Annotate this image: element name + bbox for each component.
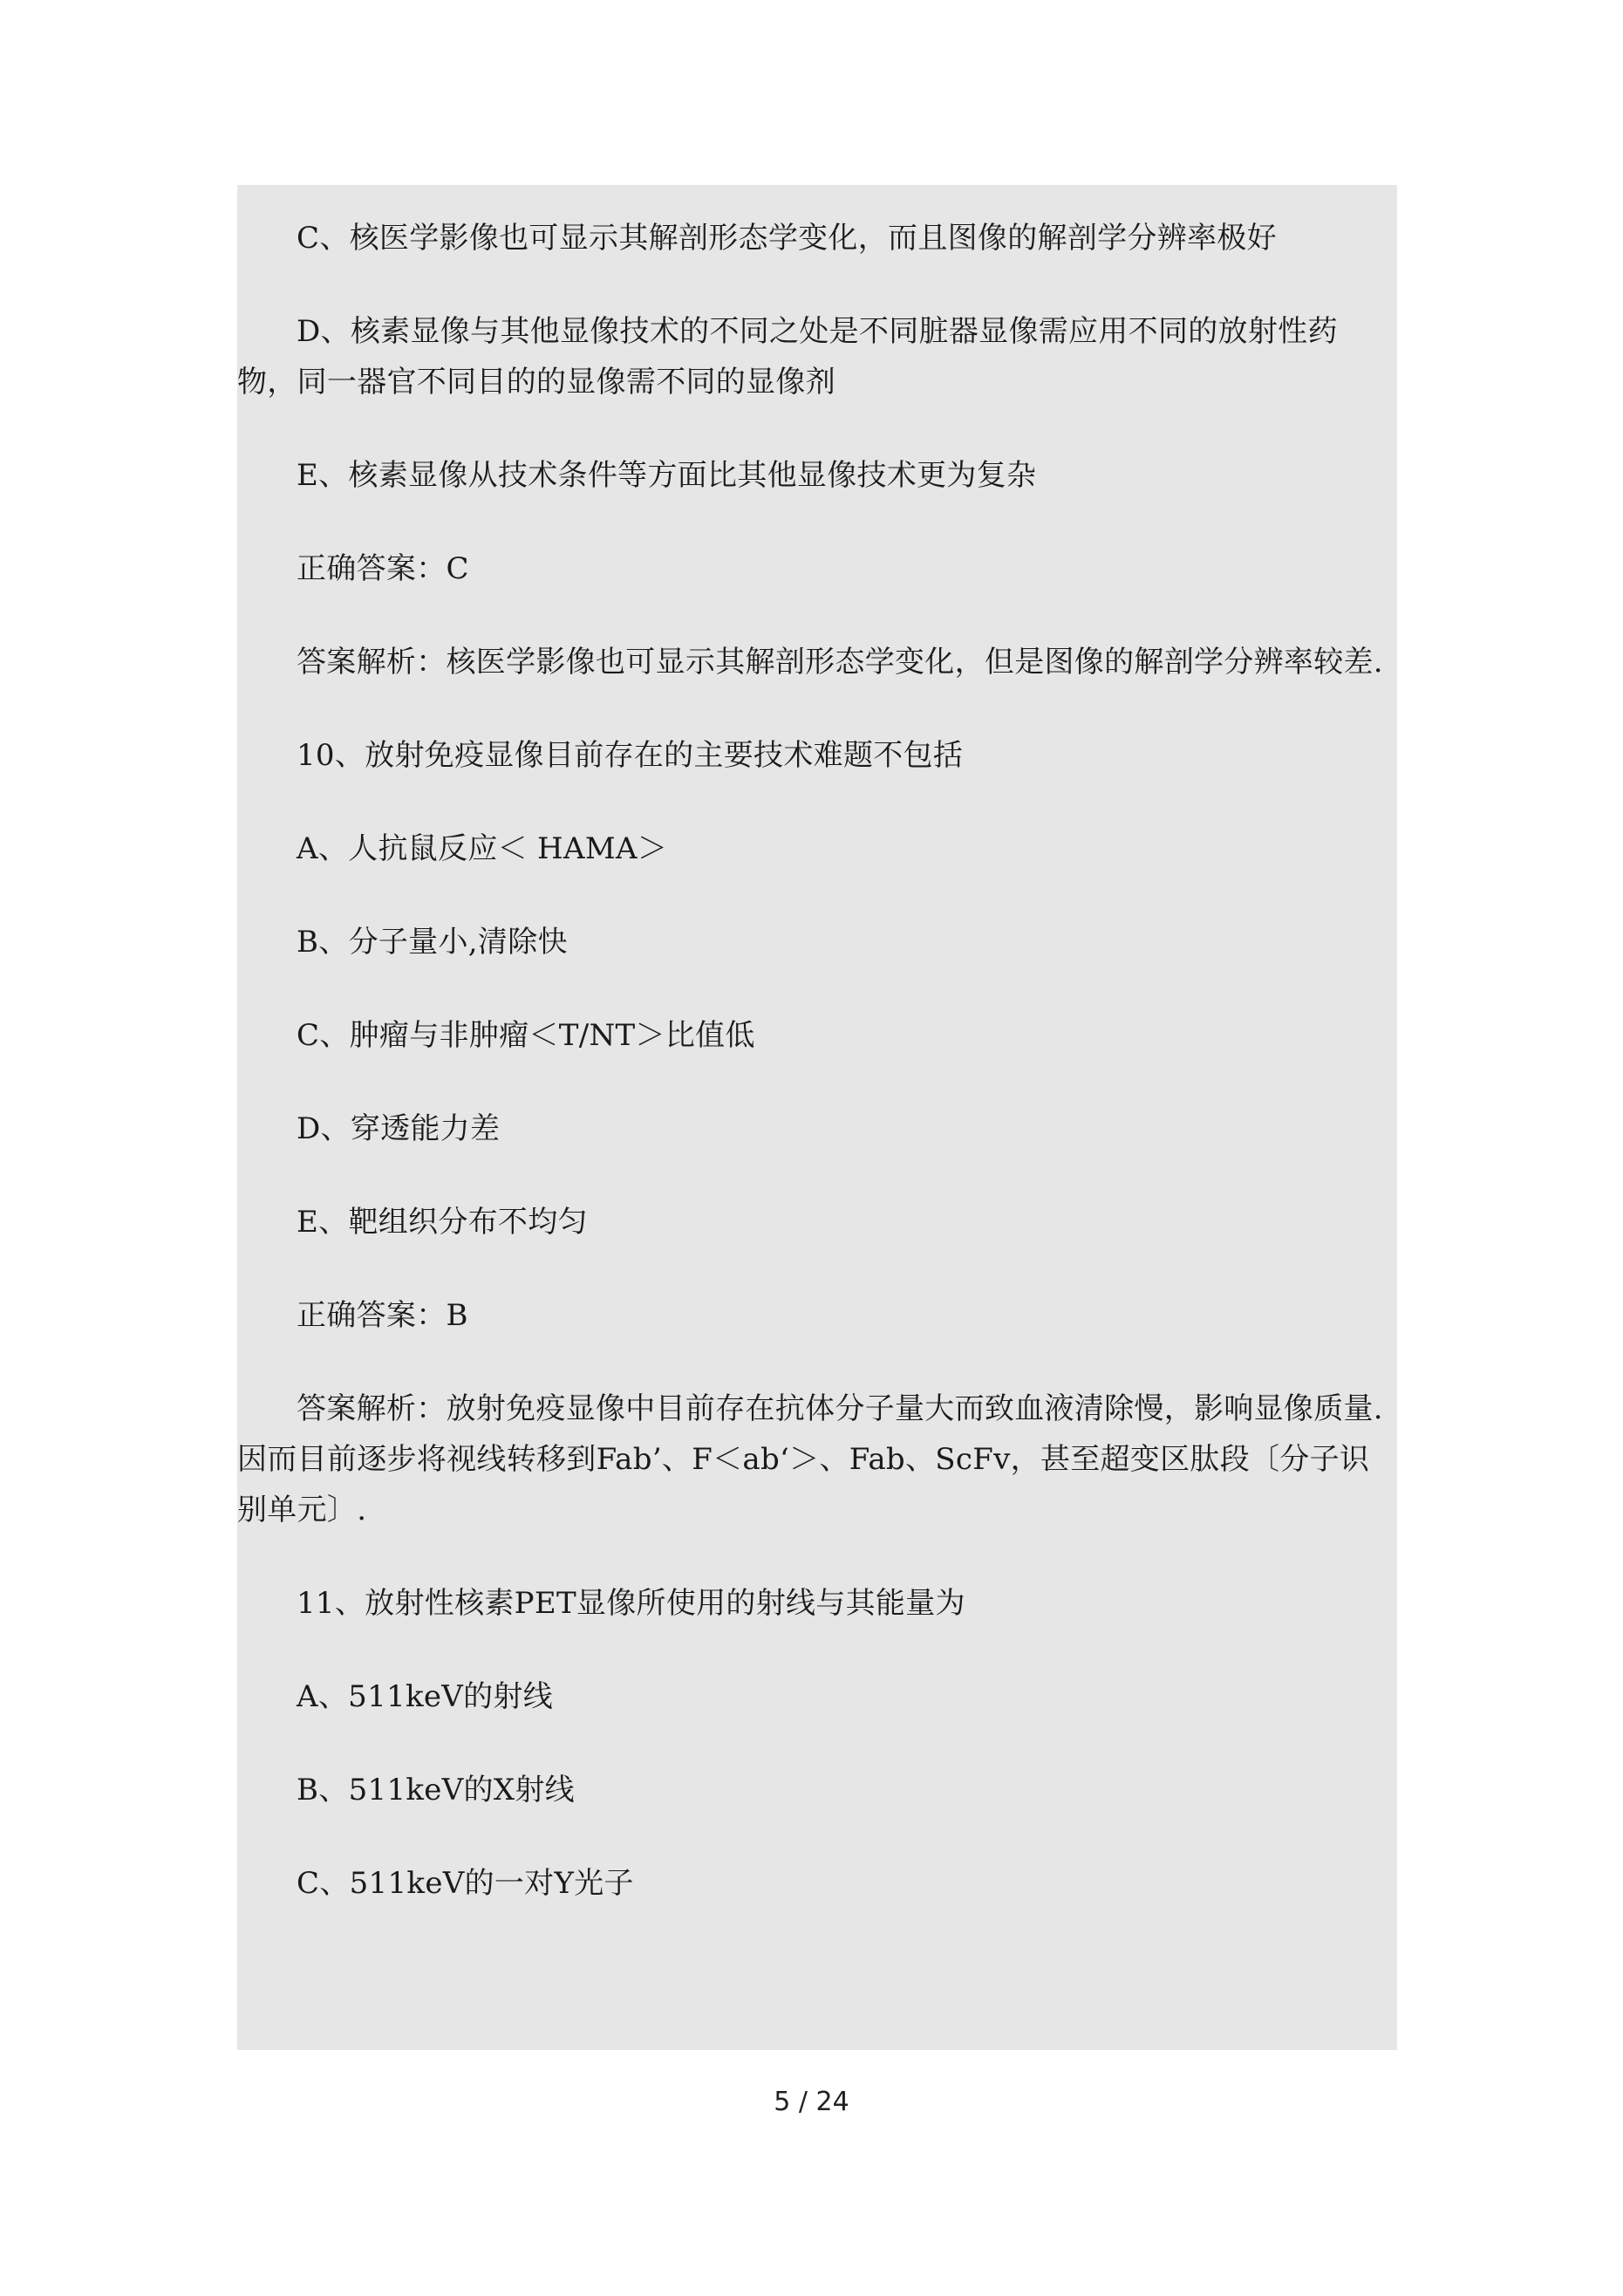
option-a-q10: A、人抗鼠反应＜ HAMA＞ — [297, 831, 668, 866]
page-number: 5 / 24 — [774, 2087, 849, 2117]
option-d-q10: D、穿透能力差 — [297, 1111, 501, 1146]
correct-answer-q9: 正确答案：C — [297, 551, 469, 586]
answer-explanation-q9: 答案解析：核医学影像也可显示其解剖形态学变化，但是图像的解剖学分辨率较差. — [297, 645, 1383, 680]
document-page — [237, 185, 1397, 2050]
option-b-q11: B、511keV的X射线 — [297, 1773, 575, 1807]
answer-explanation-q10: 答案解析：放射免疫显像中目前存在抗体分子量大而致血液清除慢，影响显像质量.因而目前逐步将视线转移到Fab’、F＜ab‘＞、Fab、ScFv，甚至超变区肽段〔分子识别单元〕. — [237, 1391, 1383, 1527]
option-b-q10: B、分子量小,清除快 — [297, 925, 568, 960]
option-e-q10: E、靶组织分布不均匀 — [297, 1205, 588, 1240]
option-c-q10: C、肿瘤与非肿瘤＜T/NT＞比值低 — [297, 1018, 755, 1053]
question-11: 11、放射性核素PET显像所使用的射线与其能量为 — [297, 1586, 965, 1621]
question-10: 10、放射免疫显像目前存在的主要技术难题不包括 — [297, 738, 964, 773]
option-d-q9: D、核素显像与其他显像技术的不同之处是不同脏器显像需应用不同的放射性药物，同一器官不同目的的显像需不同的显像剂 — [237, 314, 1338, 400]
option-c-q9: C、核医学影像也可显示其解剖形态学变化，而且图像的解剖学分辨率极好 — [297, 221, 1277, 256]
option-e-q9: E、核素显像从技术条件等方面比其他显像技术更为复杂 — [297, 458, 1037, 493]
option-a-q11: A、511keV的射线 — [297, 1679, 554, 1714]
correct-answer-q10: 正确答案：B — [297, 1298, 468, 1333]
option-c-q11: C、511keV的一对Y光子 — [297, 1866, 634, 1901]
